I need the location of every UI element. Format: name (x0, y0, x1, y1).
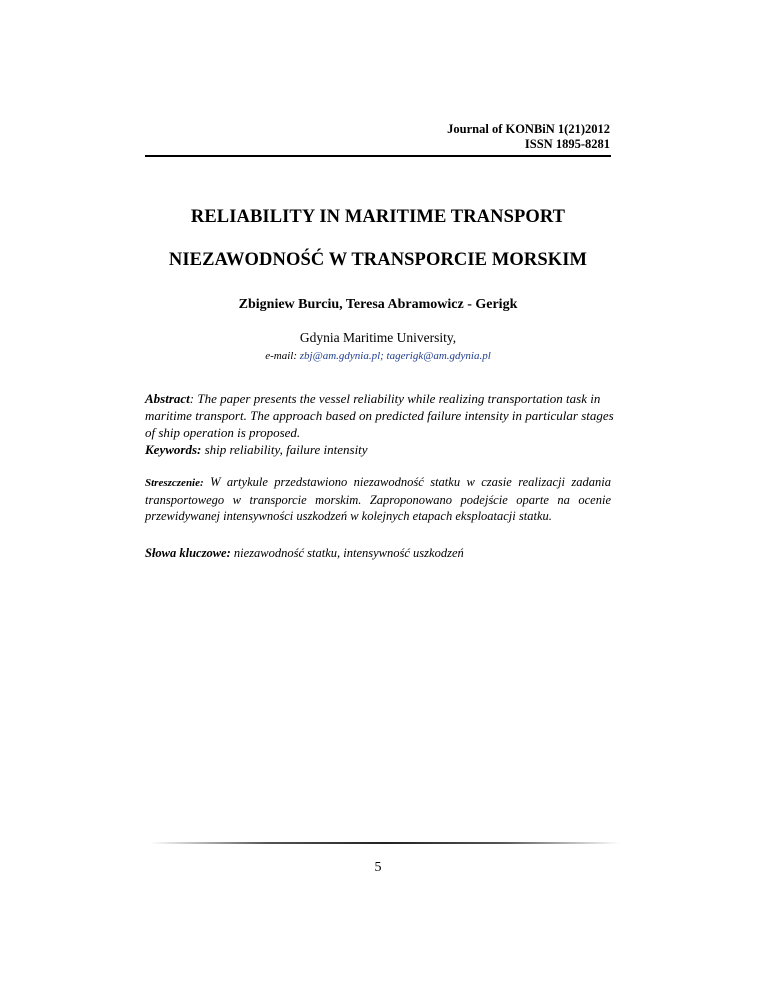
streszczenie-text: W artykule przedstawiono niezawodność statku w czasie realizacji zadania transportowego w transporcie morskim. Zaproponowano podejście oparte na ocenie przewidywanej intensywności uszkodzeń w kolejnych etapach eksploatacji statku. (145, 475, 611, 523)
page-number: 5 (374, 860, 382, 875)
keywords (145, 442, 615, 458)
header-rule (145, 155, 611, 157)
abstract-label: Abstract (145, 391, 190, 406)
journal-name: Journal of KONBiN 1(21)2012 (447, 122, 610, 136)
keywords-polish (145, 546, 615, 561)
email-addresses[interactable]: zbj@am.gdynia.pl; tagerigk@am.gdynia.pl (299, 350, 491, 362)
keywords-label: Keywords: (145, 442, 202, 457)
abstract-polish (145, 474, 611, 525)
title-polish: NIEZAWODNOŚĆ W TRANSPORCIE MORSKIM (168, 250, 588, 270)
authors: Zbigniew Burciu, Teresa Abramowicz - Gerigk (238, 297, 518, 312)
journal-header (145, 122, 610, 152)
footer-rule (150, 842, 620, 844)
keywords-text: ship reliability, failure intensity (201, 442, 368, 457)
journal-issn: ISSN 1895-8281 (524, 137, 610, 151)
slowa-label: Słowa kluczowe: (145, 546, 231, 560)
email-line (145, 350, 611, 362)
abstract (145, 390, 615, 441)
affiliation: Gdynia Maritime University, (299, 330, 457, 345)
slowa-text: niezawodność statku, intensywność uszkodzeń (230, 546, 464, 560)
title-english: RELIABILITY IN MARITIME TRANSPORT (190, 207, 566, 227)
email-label: e-mail: (265, 350, 297, 362)
streszczenie-label: Streszczenie: (145, 477, 204, 489)
abstract-text: : The paper presents the vessel reliability while realizing transportation task in maritime transport. The approach based on predicted failure intensity in particular stages of ship operation is proposed. (145, 391, 614, 440)
